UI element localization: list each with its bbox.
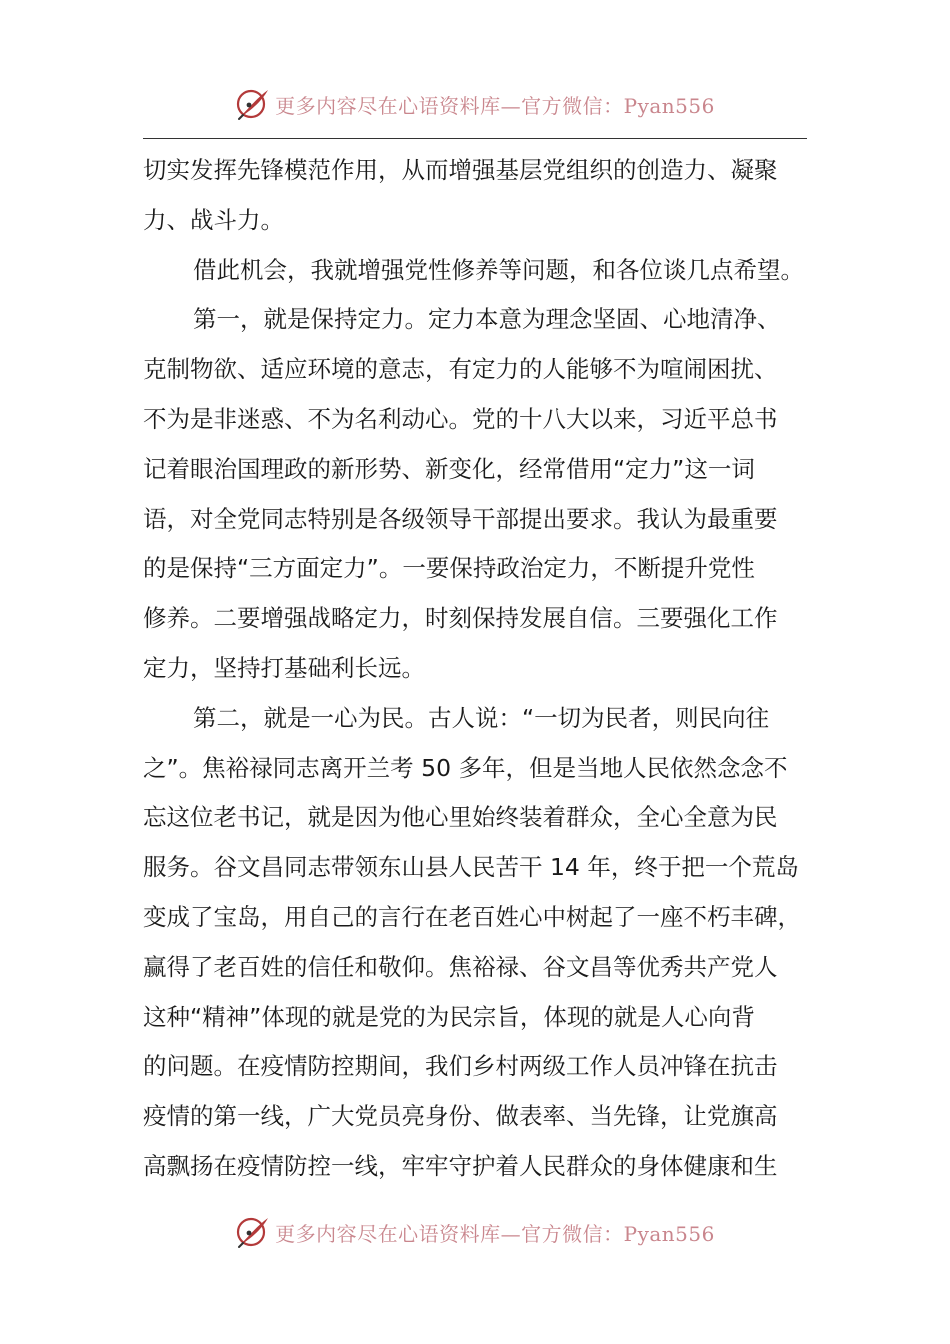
text-line: 借此机会，我就增强党性修养等问题，和各位谈几点希望。 — [193, 255, 804, 284]
footer-banner-text: 更多内容尽在心语资料库—官方微信：Pyan556 — [275, 1221, 715, 1246]
text-line: 第二，就是一心为民。古人说：“一切为民者，则民向往 — [193, 703, 770, 732]
text-line: 克制物欲、适应环境的意志，有定力的人能够不为喧闹困扰、 — [143, 355, 778, 384]
text-line: 变成了宝岛，用自己的言行在老百姓心中树起了一座不朽丰碑， — [143, 902, 801, 931]
text-line: 语，对全党同志特别是各级领导干部提出要求。我认为最重要 — [143, 504, 778, 533]
text-line: 记着眼治国理政的新形势、新变化，经常借用“定力”这一词 — [143, 454, 755, 483]
header-banner-text: 更多内容尽在心语资料库—官方微信：Pyan556 — [275, 93, 715, 118]
text-line: 修养。二要增强战略定力，时刻保持发展自信。三要强化工作 — [143, 604, 778, 633]
text-line: 定力，坚持打基础利长远。 — [143, 653, 425, 682]
feather-pen-logo-icon — [235, 86, 271, 122]
text-line: 第一，就是保持定力。定力本意为理念坚固、心地清净、 — [193, 305, 781, 334]
text-line: 疫情的第一线，广大党员亮身份、做表率、当先锋，让党旗高 — [143, 1102, 778, 1131]
text-line: 力、战斗力。 — [143, 205, 284, 234]
footer-banner — [0, 1212, 950, 1252]
text-line: 之”。焦裕禄同志离开兰考 50 多年，但是当地人民依然念念不 — [143, 753, 788, 782]
document-body — [143, 146, 807, 1192]
text-line: 的是保持“三方面定力”。一要保持政治定力，不断提升党性 — [143, 554, 755, 583]
text-line: 的问题。在疫情防控期间，我们乡村两级工作人员冲锋在抗击 — [143, 1052, 778, 1081]
text-line: 赢得了老百姓的信任和敬仰。焦裕禄、谷文昌等优秀共产党人 — [143, 952, 778, 981]
text-line: 服务。谷文昌同志带领东山县人民苦干 14 年，终于把一个荒岛 — [143, 853, 799, 882]
text-line: 忘这位老书记，就是因为他心里始终装着群众，全心全意为民 — [143, 803, 778, 832]
text-line: 切实发挥先锋模范作用，从而增强基层党组织的创造力、凝聚 — [143, 156, 778, 184]
text-line: 高飘扬在疫情防控一线，牢牢守护着人民群众的身体健康和生 — [143, 1151, 778, 1180]
header-banner — [0, 84, 950, 124]
feather-pen-logo-icon — [235, 1214, 271, 1250]
header-divider — [143, 138, 807, 139]
text-line: 这种“精神”体现的就是党的为民宗旨，体现的就是人心向背 — [143, 1002, 755, 1031]
text-line: 不为是非迷惑、不为名利动心。党的十八大以来，习近平总书 — [143, 404, 778, 433]
